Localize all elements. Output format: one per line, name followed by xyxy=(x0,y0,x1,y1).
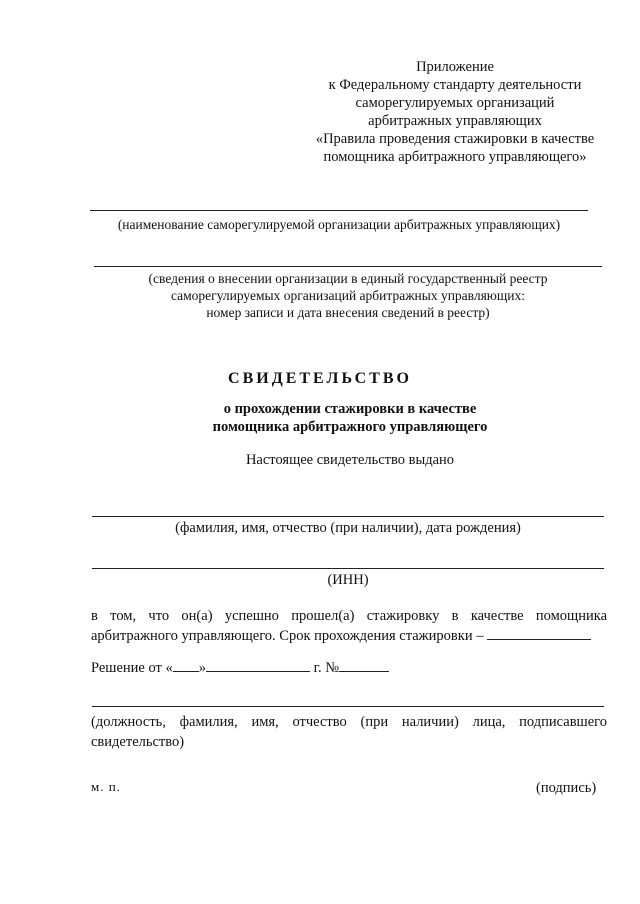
sro-name-field-line[interactable] xyxy=(90,210,588,211)
decision-quote-close: » xyxy=(198,660,207,676)
decision-day-field[interactable] xyxy=(173,658,199,672)
statement-text: в том, что он(а) успешно прошел(а) стажировку в качестве помощника арбитражного управляющего. Срок прохождения стажировки – xyxy=(91,608,607,644)
document-subtitle xyxy=(0,400,640,436)
inn-caption xyxy=(92,572,604,589)
sro-name-caption-text: (наименование саморегулируемой организации арбитражных управляющих) xyxy=(117,217,561,232)
subtitle-line-1: о прохождении стажировки в качестве xyxy=(223,401,477,417)
sro-name-caption xyxy=(90,216,588,233)
appendix-line-6: помощника арбитражного управляющего» xyxy=(323,149,587,165)
appendix-line-5: «Правила проведения стажировки в качестве xyxy=(315,131,595,147)
appendix-line-1: Приложение xyxy=(416,59,494,75)
registry-info-field-line[interactable] xyxy=(94,266,602,267)
stamp-place-label: м. п. xyxy=(91,779,121,794)
signer-field-line[interactable] xyxy=(92,706,604,707)
signature-label: (подпись) xyxy=(536,780,597,796)
appendix-header xyxy=(290,58,620,166)
person-field-line[interactable] xyxy=(92,516,604,517)
decision-number-field[interactable] xyxy=(339,658,389,672)
registry-caption-line-2: саморегулируемых организаций арбитражных управляющих: xyxy=(170,288,526,303)
decision-year-number-label: г. № xyxy=(313,660,340,676)
inn-caption-text: (ИНН) xyxy=(327,572,369,588)
registry-caption-line-1: (сведения о внесении организации в единый государственный реестр xyxy=(148,271,548,286)
appendix-line-4: арбитражных управляющих xyxy=(368,113,542,129)
registry-caption-line-3: номер записи и дата внесения сведений в реестр) xyxy=(206,305,490,320)
decision-month-year-field[interactable] xyxy=(206,658,310,672)
person-caption-text: (фамилия, имя, отчество (при наличии), дата рождения) xyxy=(175,520,521,536)
decision-line xyxy=(91,658,389,677)
document-title: СВИДЕТЕЛЬСТВО xyxy=(228,370,412,387)
person-caption xyxy=(92,520,604,537)
appendix-line-2: к Федеральному стандарту деятельности xyxy=(328,77,582,93)
decision-prefix: Решение от « xyxy=(91,660,173,676)
subtitle-line-2: помощника арбитражного управляющего xyxy=(212,419,488,435)
internship-period-field[interactable] xyxy=(487,626,591,640)
signer-caption: (должность, фамилия, имя, отчество (при наличии) лица, подписавшего свидетельство) xyxy=(91,714,607,750)
registry-caption xyxy=(94,270,602,321)
appendix-line-3: саморегулируемых организаций xyxy=(355,95,555,111)
statement-paragraph xyxy=(91,606,607,646)
inn-field-line[interactable] xyxy=(92,568,604,569)
issued-to-text: Настоящее свидетельство выдано xyxy=(245,452,455,468)
